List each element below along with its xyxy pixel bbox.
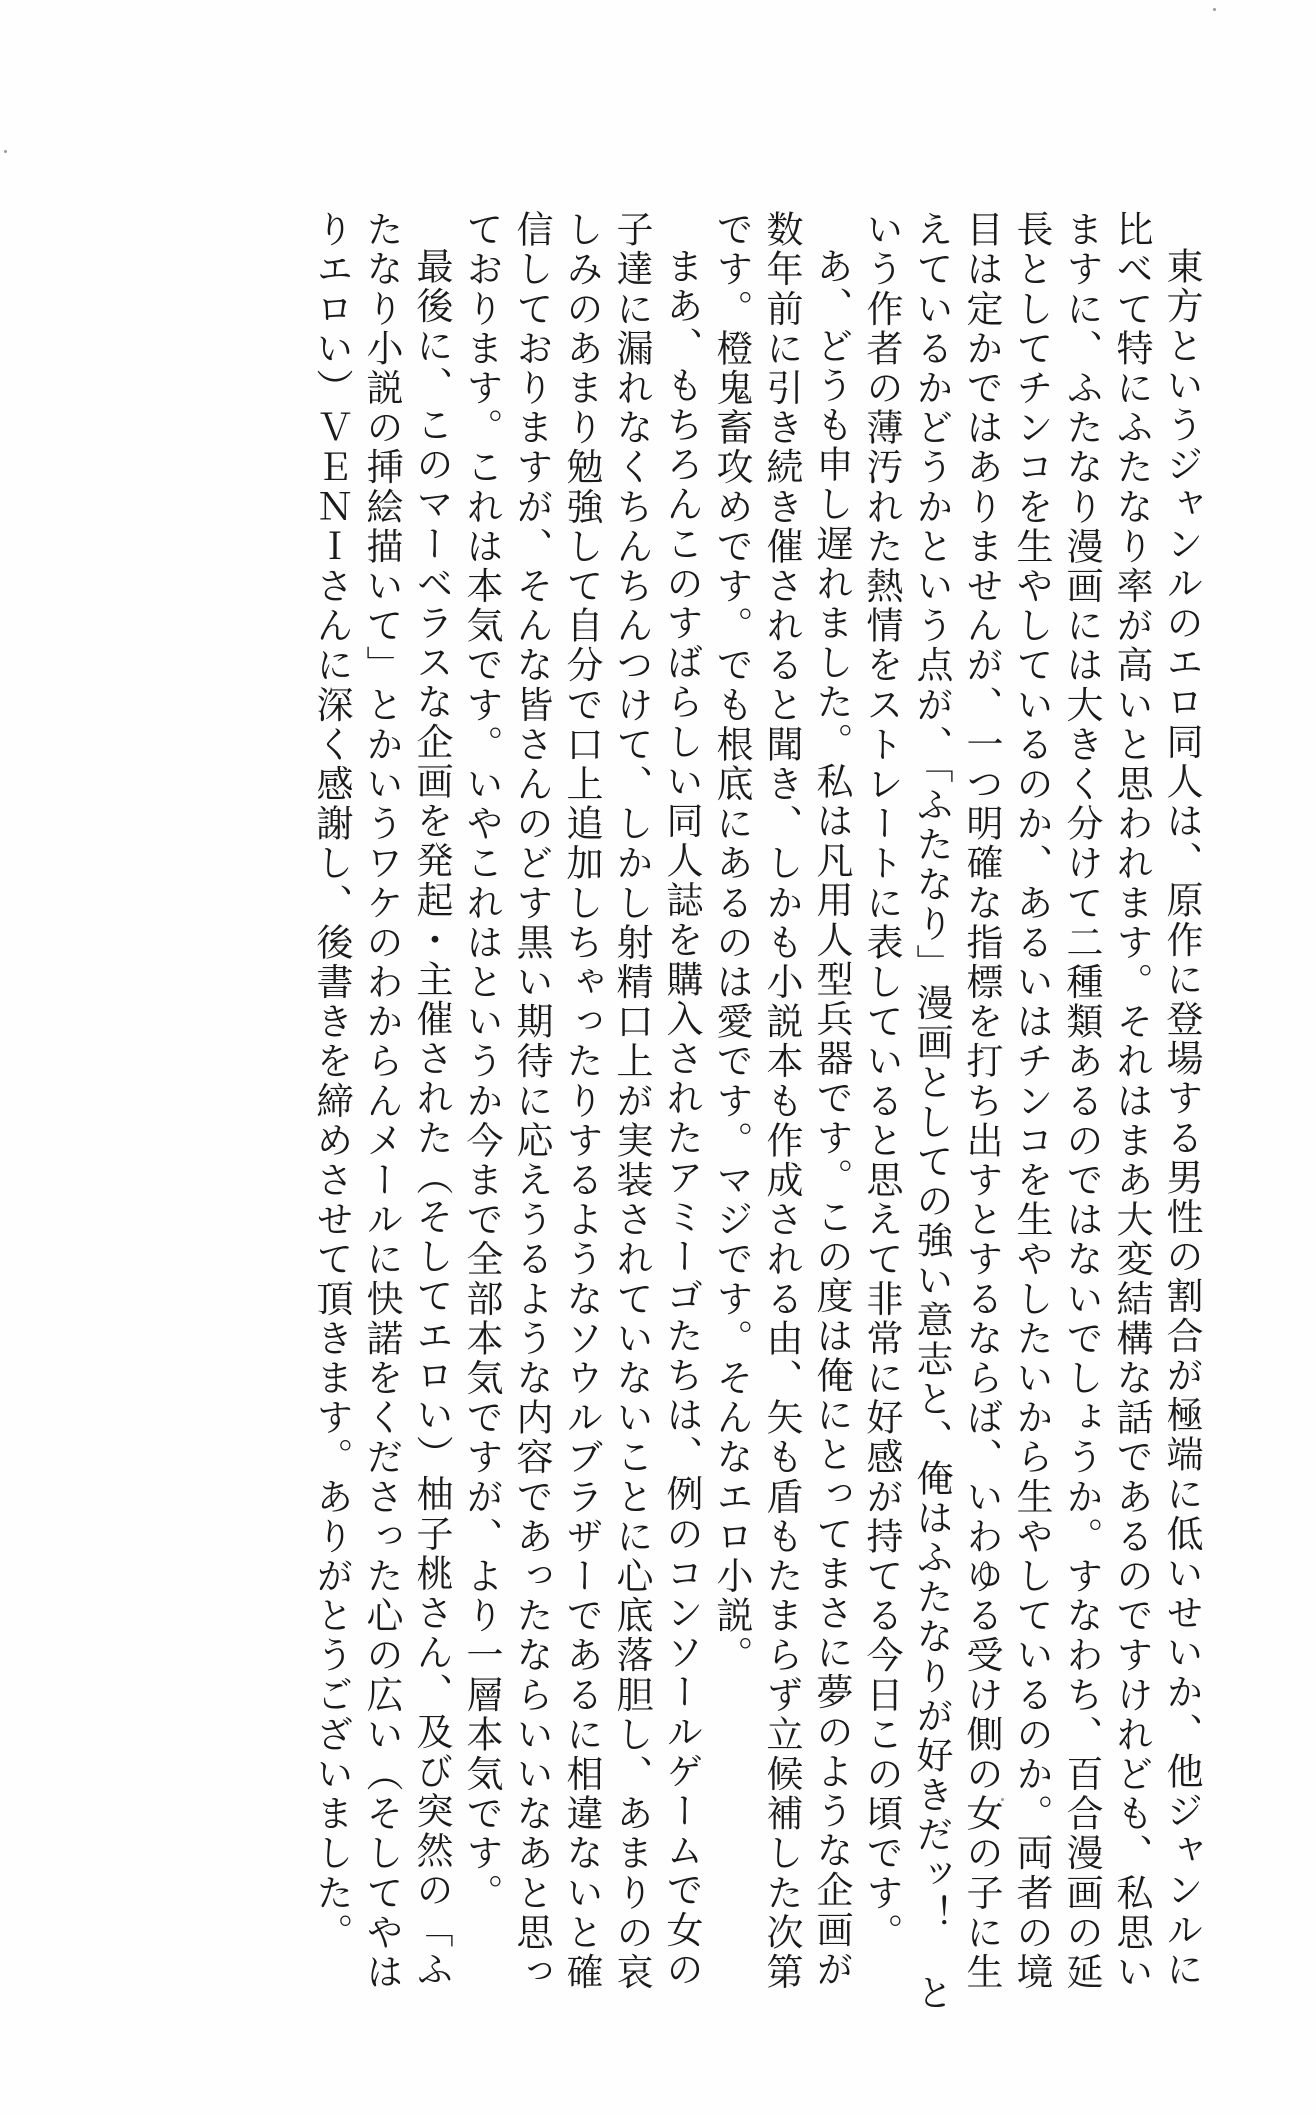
text-column: たなり小説の挿絵描いて」とかいうワケのわからんメールに快諾をくださった心の広い（そしてやは: [360, 210, 403, 1992]
text-column: えているかどうかという点が、「ふたなり」漫画としての強い意志と、俺はふたなりが好きだッ！ と: [910, 210, 953, 2014]
text-column: りエロい）ＶＥＮＩさんに深く感謝し、後書きを締めさせて頂きます。ありがとうございました。: [310, 210, 353, 1953]
text-column: ております。これは本気です。いやこれはというか今まで全部本気ですが、より一層本気です。: [460, 210, 503, 1913]
text-column: いう作者の薄汚れた熱情をストレートに表していると思えて非常に好感が持てる今日この頃です。: [860, 210, 903, 1953]
text-column: まあ、もちろんこのすばらしい同人誌を購入されたアミーゴたちは、例のコンソールゲームで女の: [660, 247, 703, 1990]
text-column: 東方というジャンルのエロ同人は、原作に登場する男性の割合が極端に低いせいか、他ジャンルに: [1160, 247, 1203, 1990]
paper-speck: [4, 150, 7, 153]
afterword-text: [96, 210, 1206, 2014]
text-column: です。橙鬼畜攻めです。でも根底にあるのは愛です。マジです。そんなエロ小説。: [710, 210, 753, 1676]
text-column: ますに、ふたなり漫画には大きく分けて二種類あるのではないでしょうか。すなわち、百合漫画の延: [1060, 210, 1103, 1992]
text-column: 比べて特にふたなり率が高いと思われます。それはまあ大変結構な話であるのですけれども、私思い: [1110, 210, 1153, 1992]
text-column: 最後に、このマーベラスな企画を発起・主催された（そしてエロい）柚子桃さん、及び突然の「ふ: [410, 247, 453, 1990]
text-column: 目は定かではありませんが、一つ明確な指標を打ち出すとするならば、いわゆる受け側の女の子に生: [960, 210, 1003, 1992]
text-column: あ、どうも申し遅れました。私は凡用人型兵器です。この度は俺にとってまさに夢のような企画が: [810, 247, 853, 1990]
text-column: 子達に漏れなくちんちんつけて、しかし射精口上が実装されていないことに心底落胆し、あまりの哀: [610, 210, 653, 1992]
text-column: 数年前に引き続き催されると聞き、しかも小説本も作成される由、矢も盾もたまらず立候補した次第: [760, 210, 803, 1992]
paper-speck: [1213, 8, 1216, 11]
text-column: しみのあまり勉強して自分で口上追加しちゃったりするようなソウルブラザーであるに相違ないと確: [560, 210, 603, 1992]
text-column: 信しておりますが、そんな皆さんのどす黒い期待に応えうるような内容であったならいいなあと思っ: [510, 210, 553, 1992]
text-column: 長としてチンコを生やしているのか、あるいはチンコを生やしたいから生やしているのか。両者の境: [1010, 210, 1053, 1992]
